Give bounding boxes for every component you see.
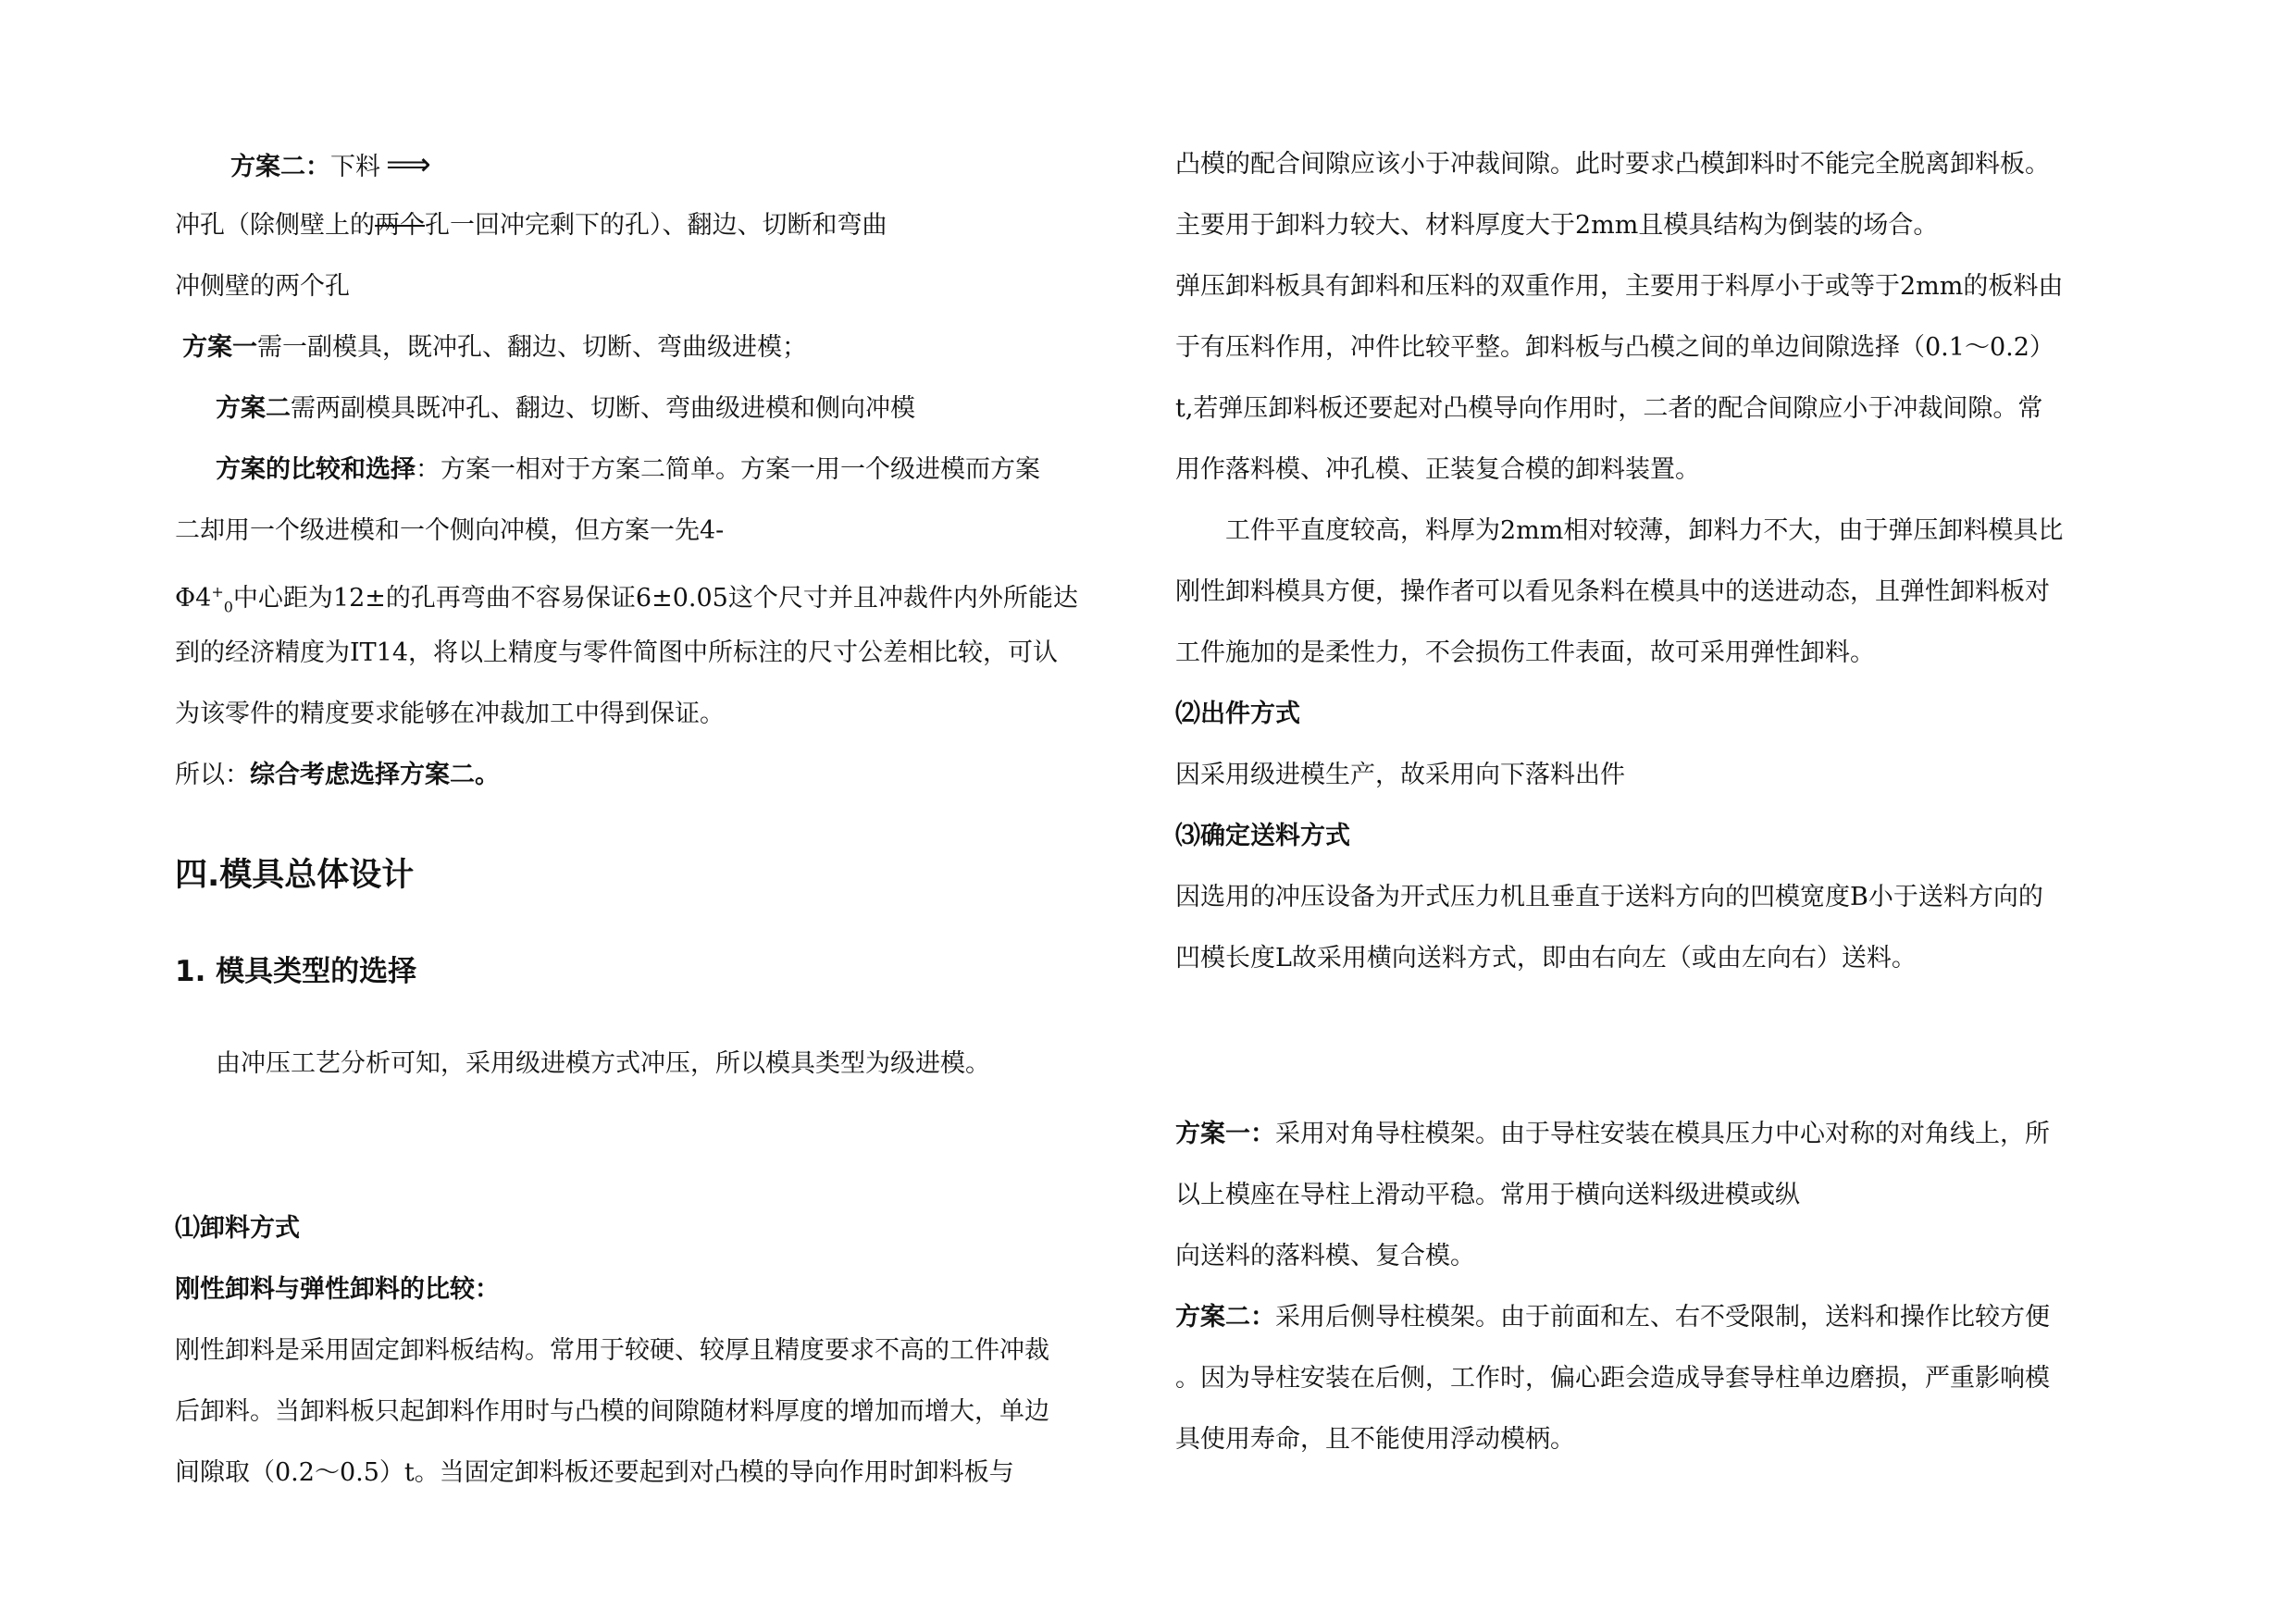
subsection-heading: 1. 模具类型的选择 [175, 955, 417, 988]
paragraph-line: 以上模座在导柱上滑动平稳。常用于横向送料级进模或纵 [1175, 1181, 1800, 1209]
paragraph-punch: 冲孔（除侧壁上的两个孔一回冲完剩下的孔）、翻边、切断和弯曲 [175, 211, 887, 240]
paragraph-line: 刚性卸料是采用固定卸料板结构。常用于较硬、较厚且精度要求不高的工件冲裁 [175, 1336, 1049, 1365]
paragraph-line: 二却用一个级进模和一个侧向冲模，但方案一先4- [175, 516, 725, 545]
paragraph-line: 用作落料模、冲孔模、正装复合模的卸料装置。 [1175, 455, 1700, 484]
scheme-one: 方案一：采用对角导柱模架。由于导柱安装在模具压力中心对称的对角线上，所 [1175, 1120, 2050, 1148]
paragraph-line: 主要用于卸料力较大、材料厚度大于2mm且模具结构为倒装的场合。 [1175, 211, 1939, 240]
output-heading: ⑵出件方式 [1175, 700, 1300, 728]
paragraph-line: 。因为导柱安装在后侧，工作时，偏心距会造成导套导柱单边磨损，严重影响模 [1175, 1364, 2050, 1393]
paragraph-line: 具使用寿命，且不能使用浮动模柄。 [1175, 1425, 1575, 1454]
plan-compare: 方案的比较和选择：方案一相对于方案二简单。方案一用一个级进模而方案 [216, 455, 1040, 484]
paragraph-line: 因选用的冲压设备为开式压力机且垂直于送料方向的凹模宽度B小于送料方向的 [1175, 883, 2043, 911]
paragraph-line: 后卸料。当卸料板只起卸料作用时与凸模的间隙随材料厚度的增加而增大，单边 [175, 1397, 1049, 1426]
paragraph-line: 工件施加的是柔性力，不会损伤工件表面，故可采用弹性卸料。 [1175, 638, 1875, 667]
plan-two-desc: 方案二需两副模具既冲孔、翻边、切断、弯曲级进模和侧向冲模 [216, 394, 915, 423]
paragraph-die-type: 由冲压工艺分析可知，采用级进模方式冲压，所以模具类型为级进模。 [216, 1049, 990, 1078]
plan-one-desc: 方案一需一副模具，既冲孔、翻边、切断、弯曲级进模； [182, 333, 807, 362]
scheme-two: 方案二：采用后侧导柱模架。由于前面和左、右不受限制，送料和操作比较方便 [1175, 1303, 2050, 1332]
paragraph-line: 间隙取（0.2～0.5）t。当固定卸料板还要起到对凸模的导向作用时卸料板与 [175, 1458, 1014, 1487]
paragraph-line: 凹模长度L故采用横向送料方式，即由右向左（或由左向右）送料。 [1175, 944, 1917, 973]
paragraph-side-holes: 冲侧壁的两个孔 [175, 272, 350, 301]
paragraph-line: t,若弹压卸料板还要起对凸模导向作用时，二者的配合间隙应小于冲裁间隙。常 [1175, 394, 2043, 423]
section-heading: 四.模具总体设计 [175, 857, 415, 894]
paragraph-line: 弹压卸料板具有卸料和压料的双重作用，主要用于料厚小于或等于2mm的板料由 [1175, 272, 2064, 301]
paragraph-line: 因采用级进模生产，故采用向下落料出件 [1175, 761, 1625, 789]
paragraph-line: 为该零件的精度要求能够在冲裁加工中得到保证。 [175, 700, 725, 728]
plan-two-line: 方案二：下料 ⟹ [230, 146, 431, 183]
paragraph-line: 向送料的落料模、复合模。 [1175, 1242, 1475, 1270]
paragraph-line: 于有压料作用，冲件比较平整。卸料板与凸模之间的单边间隙选择（0.1～0.2） [1175, 333, 2054, 362]
paragraph-line: 刚性卸料模具方便，操作者可以看见条料在模具中的送进动态，且弹性卸料板对 [1175, 577, 2050, 606]
paragraph-line: 工件平直度较高，料厚为2mm相对较薄，卸料力不大，由于弹压卸料模具比 [1225, 516, 2064, 545]
compare-heading: 刚性卸料与弹性卸料的比较： [175, 1275, 500, 1304]
unload-heading: ⑴卸料方式 [175, 1214, 300, 1243]
paragraph-line: $\Phi 4^+_0$中心距为12±的孔再弯曲不容易保证6±0.05这个尺寸并且冲裁件内外所能达 [175, 583, 1078, 616]
feed-heading: ⑶确定送料方式 [1175, 822, 1350, 850]
paragraph-line: 到的经济精度为IT14，将以上精度与零件简图中所标注的尺寸公差相比较，可认 [175, 638, 1059, 667]
conclusion: 所以：综合考虑选择方案二。 [175, 761, 500, 789]
right-arrow-icon: ⟹ [386, 146, 431, 183]
paragraph-line: 凸模的配合间隙应该小于冲裁间隙。此时要求凸模卸料时不能完全脱离卸料板。 [1175, 150, 2050, 179]
